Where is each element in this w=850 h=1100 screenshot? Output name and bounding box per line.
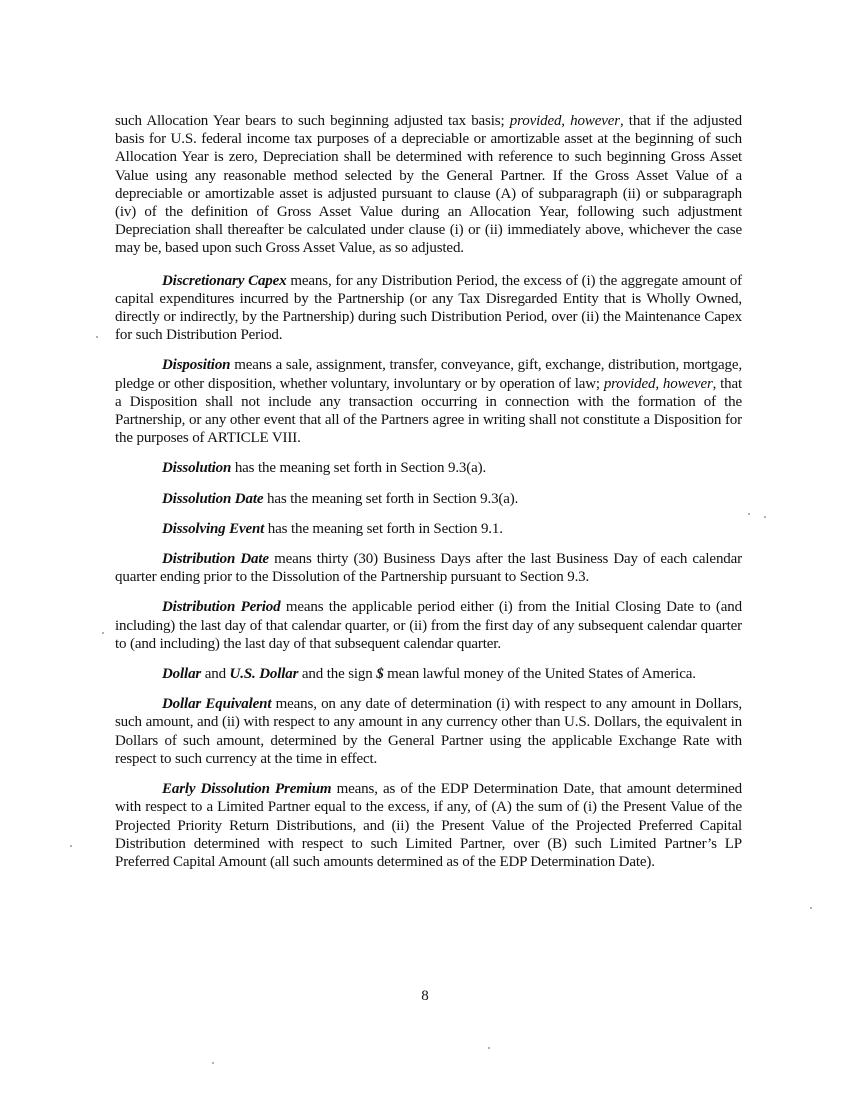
defined-term: Dollar Equivalent [162,696,272,713]
defined-term: Discretionary Capex [162,272,287,289]
scan-speck [810,907,812,909]
definition-text: and the sign [298,666,377,683]
definition-text: has the meaning set forth in Section 9.1. [264,520,503,537]
scan-speck [102,632,104,634]
definition-text: means, as of the EDP Determination Date, that amount determined with respect to a Limited Partner equal to the excess, if any, of (A) the sum of (i) the Present Value of the Projected Priority Return Distributions, and (ii) the Present Value of the Projected Preferred Capital Distribution determined with respect to such Limited Partner, over (B) such Limited Partner’s LP Preferred Capital Amount (all such amounts determined as of the EDP Determination Date). [115,781,742,870]
paragraph-depreciation-continuation [115,112,742,258]
text: such Allocation Year bears to such beginning adjusted tax basis; [115,113,510,129]
text: , that if the adjusted basis for U.S. federal income tax purposes of a depreciable or amortizable asset at the beginning of such Allocation Year is zero, Depreciation shall be determined with reference to such beginning Gross Asset Value using any reasonable method selected by the General Partner. If the Gross Asset Value of a depreciable or amortizable asset is adjusted pursuant to clause (A) of subparagraph (ii) or subparagraph (iv) of the definition of Gross Asset Value during an Allocation Year, following such adjustment Depreciation shall thereafter be calculated under clause (i) or (ii) immediately above, whichever the case may be, based upon such Gross Asset Value, as so adjusted. [115,113,743,257]
scan-speck [748,513,750,515]
definition-dissolving-event [115,520,742,538]
definition-text: means, for any Distribution Period, the excess of (i) the aggregate amount of capital expenditures incurred by the Partnership (or any Tax Disregarded Entity that is Wholly Owned, directly or indirectly, by the Partnership) during such Distribution Period, over (ii) the Maintenance Capex for such Distribution Period. [115,272,742,344]
defined-term: Dissolution [162,460,232,477]
definition-distribution-period [115,598,742,653]
document-body [115,112,742,883]
definition-dissolution [115,459,742,477]
definition-text: means a sale, assignment, transfer, conveyance, gift, exchange, distribution, mortgage, pledge or other disposition, whether voluntary, involuntary or by operation of law; [115,357,742,392]
defined-term: $ [376,666,384,683]
italic-text: provided, however [603,375,713,392]
defined-term: Early Dissolution Premium [162,781,332,798]
definition-dissolution-date [115,490,742,508]
definition-text: and [201,666,230,683]
italic-text: provided, however [509,113,620,129]
definition-disposition [115,356,742,447]
definition-text: means the applicable period either (i) from the Initial Closing Date to (and including) the last day of that calendar quarter, or (ii) from the first day of any subsequent calendar quarter to (and including) the last day of that subsequent calendar quarter. [115,599,742,652]
scan-speck [96,336,98,338]
scan-speck [212,1062,214,1064]
defined-term: Distribution Date [162,551,269,568]
defined-term: U.S. Dollar [229,666,299,683]
definition-text: mean lawful money of the United States of America. [383,666,696,683]
defined-term: Dollar [162,666,202,683]
page-number: 8 [421,988,429,1004]
scan-speck [764,516,766,518]
definition-text: means thirty (30) Business Days after the last Business Day of each calendar quarter ending prior to the Dissolution of the Partnership pursuant to Section 9.3. [115,551,742,586]
defined-term: Dissolving Event [162,520,265,537]
definition-text: , that a Disposition shall not include any transaction occurring in connection with the formation of the Partnership, or any other event that all of the Partners agree in writing shall not constitute a Disposition for the purposes of ARTICLE VIII. [115,375,743,447]
definition-distribution-date [115,550,742,586]
definition-text: has the meaning set forth in Section 9.3(a). [263,490,519,507]
scan-speck [488,1047,490,1049]
definition-text: means, on any date of determination (i) with respect to any amount in Dollars, such amount, and (ii) with respect to any amount in any currency other than U.S. Dollars, the equivalent in Dollars of such amount, determined by the General Partner using the applicable Exchange Rate with respect to such currency at the time in effect. [115,696,742,767]
defined-term: Dissolution Date [162,490,264,507]
defined-term: Disposition [162,357,231,374]
definition-text: has the meaning set forth in Section 9.3(a). [231,460,487,477]
defined-term: Distribution Period [162,599,281,616]
definition-discretionary-capex [115,272,742,345]
definition-dollar-equivalent [115,695,742,768]
definition-early-dissolution-premium [115,780,742,871]
scan-speck [70,845,72,847]
definition-dollar [115,665,742,683]
